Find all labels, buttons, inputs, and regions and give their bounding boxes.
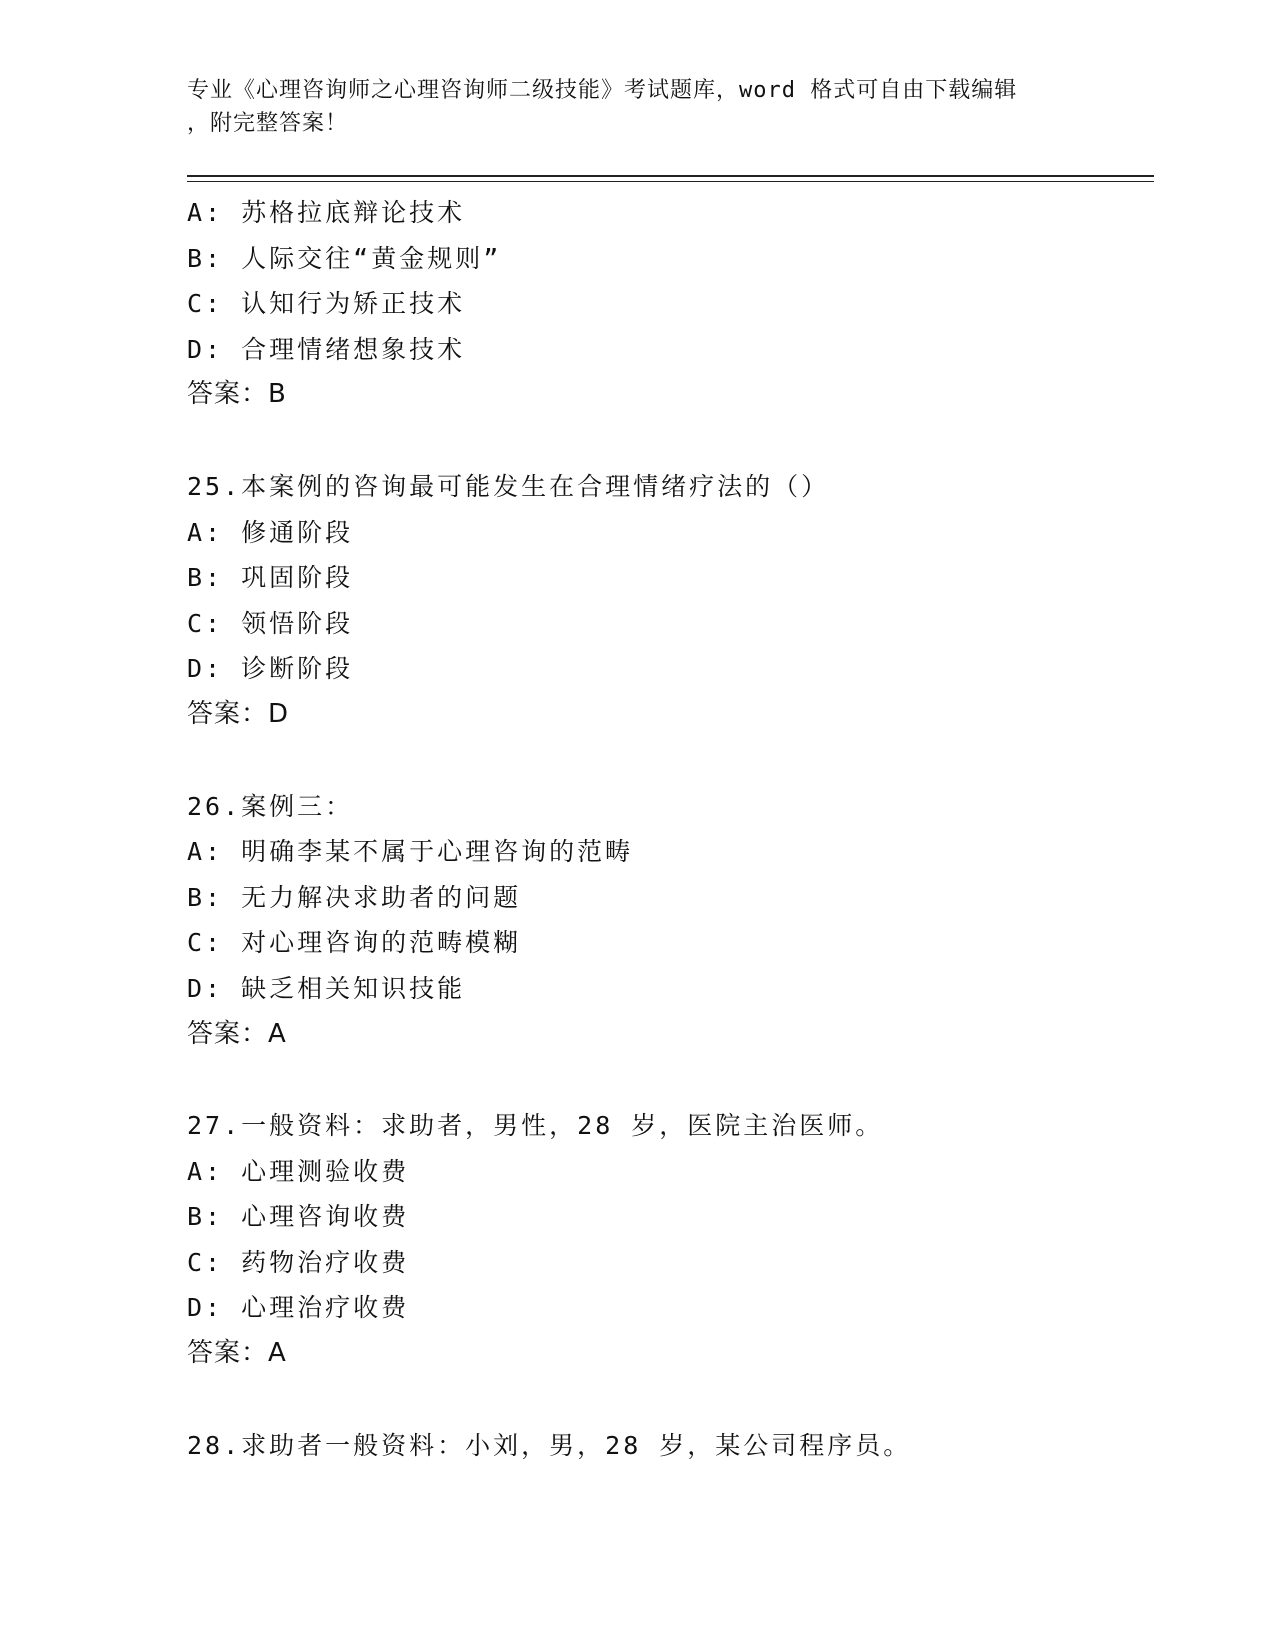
option-b: B: 人际交往“黄金规则” <box>187 243 502 273</box>
question-text: 28.求助者一般资料：小刘，男，28 岁，某公司程序员。 <box>187 1430 912 1460</box>
question-block-25 <box>187 464 1147 738</box>
spacer <box>187 1057 1147 1103</box>
option-a: A: 修通阶段 <box>187 517 354 547</box>
question-text: 25.本案例的咨询最可能发生在合理情绪疗法的（） <box>187 471 830 501</box>
question-list <box>187 190 1147 1468</box>
option-a: A: 明确李某不属于心理咨询的范畴 <box>187 837 634 867</box>
answer-line: 答案：D <box>187 698 290 729</box>
header-line-2: ，附完整答案！ <box>187 111 349 136</box>
spacer <box>187 738 1147 784</box>
option-d: D: 合理情绪想象技术 <box>187 334 466 364</box>
option-c: C: 对心理咨询的范畴模糊 <box>187 928 522 958</box>
option-a: A: 苏格拉底辩论技术 <box>187 198 466 227</box>
option-b: B: 巩固阶段 <box>187 563 354 593</box>
option-c: C: 认知行为矫正技术 <box>187 289 466 319</box>
question-block-28 <box>187 1423 1147 1469</box>
question-text: 26.案例三： <box>187 791 354 821</box>
document-header <box>187 74 1067 140</box>
question-text: 27.一般资料：求助者，男性，28 岁，医院主治医师。 <box>187 1111 884 1141</box>
question-block-24 <box>187 190 1147 418</box>
option-d: D: 心理治疗收费 <box>187 1293 410 1323</box>
option-d: D: 缺乏相关知识技能 <box>187 973 466 1003</box>
header-divider-thick <box>187 175 1154 177</box>
answer-line: 答案：A <box>187 1338 287 1369</box>
question-block-27 <box>187 1103 1147 1377</box>
option-b: B: 心理咨询收费 <box>187 1202 410 1232</box>
question-block-26 <box>187 784 1147 1058</box>
spacer <box>187 1377 1147 1423</box>
option-c: C: 领悟阶段 <box>187 608 354 638</box>
answer-line: 答案：A <box>187 1018 287 1049</box>
answer-line: 答案：B <box>187 379 287 410</box>
option-d: D: 诊断阶段 <box>187 654 354 684</box>
header-line-1: 专业《心理咨询师之心理咨询师二级技能》考试题库，word 格式可自由下载编辑 <box>187 78 1018 103</box>
option-a: A: 心理测验收费 <box>187 1156 410 1186</box>
option-b: B: 无力解决求助者的问题 <box>187 882 522 912</box>
header-divider-thin <box>187 181 1154 182</box>
option-c: C: 药物治疗收费 <box>187 1247 410 1277</box>
spacer <box>187 418 1147 464</box>
